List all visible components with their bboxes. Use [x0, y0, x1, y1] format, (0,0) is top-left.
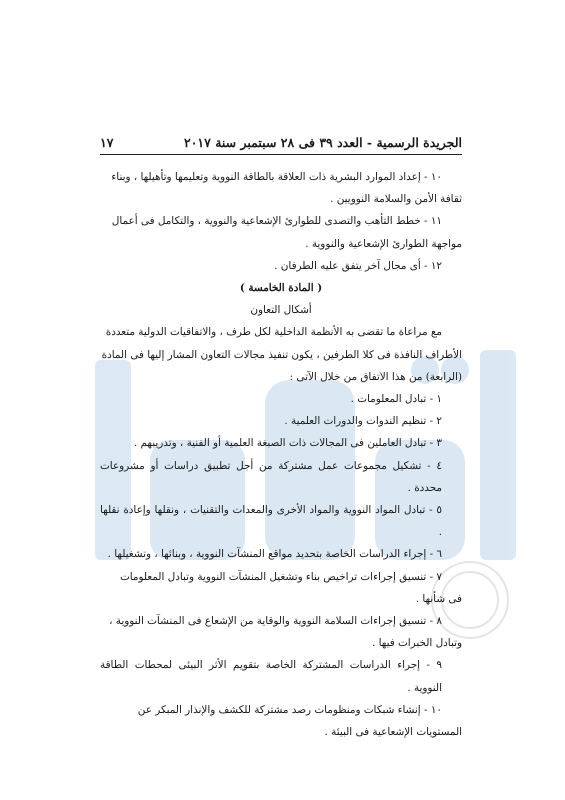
list-item-continuation: فى شأنها . [415, 592, 462, 605]
paragraph: ١٢ - أى مجال آخر يتفق عليه الطرفان . [274, 259, 442, 272]
document-body [100, 166, 462, 743]
paragraph: مواجهة الطوارئ الإشعاعية والنووية . [305, 237, 462, 250]
paragraph: مع مراعاة ما تقضى به الأنظمة الداخلية لكل طرف ، والاتفاقيات الدولية متعددة [105, 326, 442, 339]
paragraph: (الرابعة) من هذا الاتفاق من خلال الآتى : [289, 370, 462, 383]
list-item: ٧ - تنسيق إجراءات تراخيص بناء وتشغيل المنشآت النووية وتبادل المعلومات [119, 570, 442, 583]
list-item: ٩ - إجراء الدراسات المشتركة الخاصة بتقويم الأثر البيئى لمحطات الطاقة النووية . [100, 659, 442, 694]
list-item-continuation: المستويات الإشعاعية فى البيئة . [324, 726, 462, 739]
page-number: ١٧ [100, 134, 114, 150]
paragraph: ١٠ - إعداد الموارد البشرية ذات العلاقة بالطاقة النووية وتعليمها وتأهيلها ، وبناء [111, 171, 442, 183]
list-item-continuation: وتبادل الخبرات فيها . [372, 637, 462, 650]
list-item: ٥ - تبادل المواد النووية والمواد الأخرى والمعدات والتقنيات ، ونقلها وإعادة نقلها . [100, 504, 442, 539]
page-header [100, 131, 462, 153]
gazette-title: الجريدة الرسمية - العدد ٣٩ فى ٢٨ سبتمبر سنة ٢٠١٧ [184, 134, 462, 150]
list-item: ٨ - تنسيق إجراءات السلامة النووية والوقاية من الإشعاع فى المنشآت النووية ، [109, 615, 442, 628]
list-item: ٤ - تشكيل مجموعات عمل مشتركة من أجل تطبيق دراسات أو مشروعات محددة . [100, 459, 442, 494]
paragraph: ثقافة الأمن والسلامة النوويين . [330, 193, 462, 206]
list-item: ٣ - تبادل العاملين فى المجالات ذات الصبغة العلمية أو الفنية ، وتدريبهم . [133, 437, 442, 450]
section-heading: أشكال التعاون [250, 304, 312, 317]
list-item: ١ - تبادل المعلومات . [350, 393, 442, 406]
list-item: ٦ - إجراء الدراسات الخاصة بتحديد مواقع المنشآت النووية ، وبنائها ، وتشغيلها . [107, 548, 442, 561]
paragraph: ١١ - خطط التأهب والتصدى للطوارئ الإشعاعية والنووية ، والتكامل فى أعمال [111, 215, 442, 228]
header-divider [100, 154, 462, 155]
list-item: ١٠ - إنشاء شبكات ومنظومات رصد مشتركة للكشف والإنذار المبكر عن [137, 703, 442, 716]
article-heading: ( المادة الخامسة ) [239, 282, 323, 295]
paragraph: الأطراف النافذة فى كلا الطرفين ، يكون تنفيذ مجالات التعاون المشار إليها فى المادة [101, 348, 462, 361]
list-item: ٢ - تنظيم الندوات والدورات العلمية . [284, 415, 442, 428]
